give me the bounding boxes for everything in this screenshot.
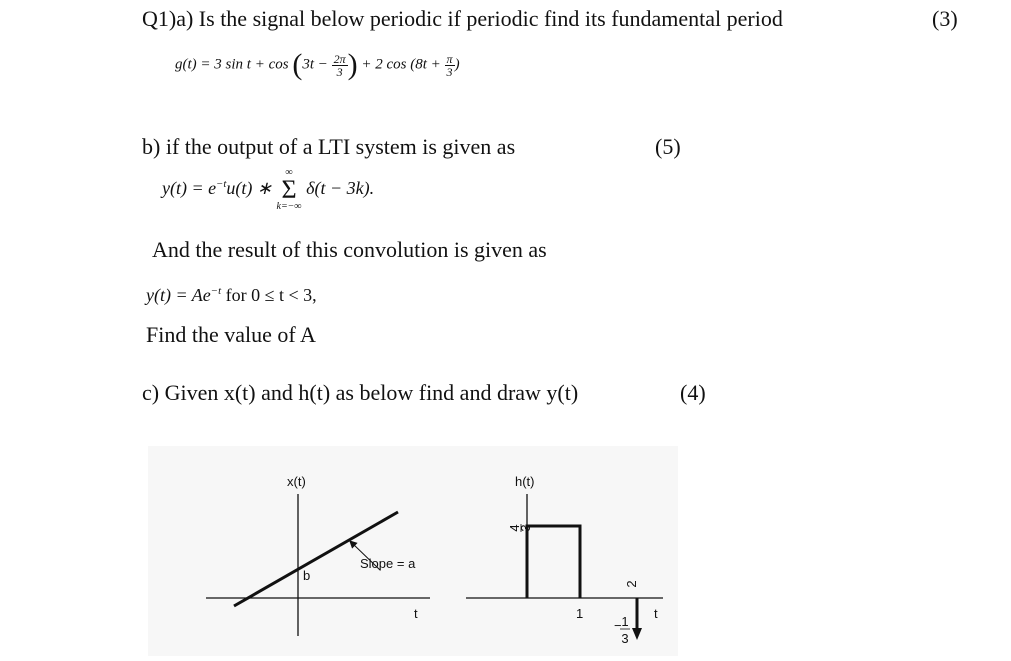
eq-y-right: δ(t − 3k). [306, 178, 375, 199]
eq-g-inner: 3t − [302, 56, 328, 73]
question-1a-marks: (3) [932, 6, 958, 31]
question-1c-text: c) Given x(t) and h(t) as below find and draw y(t) [142, 380, 579, 405]
question-1b-marks: (5) [655, 134, 681, 159]
svg-text:3: 3 [621, 631, 629, 646]
svg-text:−: − [614, 618, 622, 633]
x-intercept-label: b [303, 568, 311, 583]
eq-y2-right: for 0 ≤ t < 3, [225, 285, 317, 305]
eq-g-lhs: g(t) = 3 sin t + cos [175, 56, 289, 73]
svg-text:4: 4 [507, 524, 522, 532]
find-a-text: Find the value of A [146, 322, 316, 347]
eq-y2-exponent: −t [210, 285, 222, 297]
question-1b-text: b) if the output of a LTI system is given as [142, 134, 516, 159]
eq-y-mid: u(t) ∗ [226, 178, 272, 199]
svg-text:3: 3 [518, 524, 533, 532]
h-tick-one: 1 [576, 606, 584, 621]
fraction-pi-3: $\frac{\pi}{3}$ [446, 51, 453, 79]
eq-y-left: y(t) = e [162, 178, 217, 199]
svg-text:2: 2 [624, 580, 639, 588]
signals-svg [148, 446, 678, 656]
eq-y-exponent: −t [216, 178, 227, 191]
question-1a-text: Q1)a) Is the signal below periodic if periodic find its fundamental period [142, 6, 783, 31]
eq-g-mid: + 2 cos (8t + [361, 56, 441, 73]
x-plot-t-label: t [414, 606, 418, 621]
paren-close: ) [347, 48, 358, 81]
eq-y2-left: y(t) = Ae [146, 285, 211, 305]
h-plot-label: h(t) [515, 474, 535, 489]
h-impulse-arrowhead [632, 628, 642, 640]
equation-g [175, 48, 460, 82]
summation: ∞ Σ k=−∞ [276, 167, 302, 212]
h-tick-two [624, 580, 639, 587]
x-slope-label: Slope = a [360, 556, 416, 571]
paren-open: ( [292, 48, 303, 81]
signals-figure [148, 446, 678, 656]
eq-g-end: ) [454, 56, 460, 73]
equation-y-convolution [162, 168, 374, 212]
equation-y-result [146, 285, 317, 306]
h-height-fraction [507, 524, 533, 532]
convolution-result-text: And the result of this convolution is given as [152, 237, 547, 262]
h-plot-t-label: t [654, 606, 658, 621]
question-1c-marks: (4) [680, 380, 706, 405]
h-rectangle-pulse [527, 526, 580, 598]
x-plot-label: x(t) [287, 474, 306, 489]
fraction-2pi-3: $\frac{2\pi}{3}$ [333, 51, 346, 79]
h-impulse-weight [614, 614, 630, 646]
svg-text:1: 1 [621, 614, 629, 629]
